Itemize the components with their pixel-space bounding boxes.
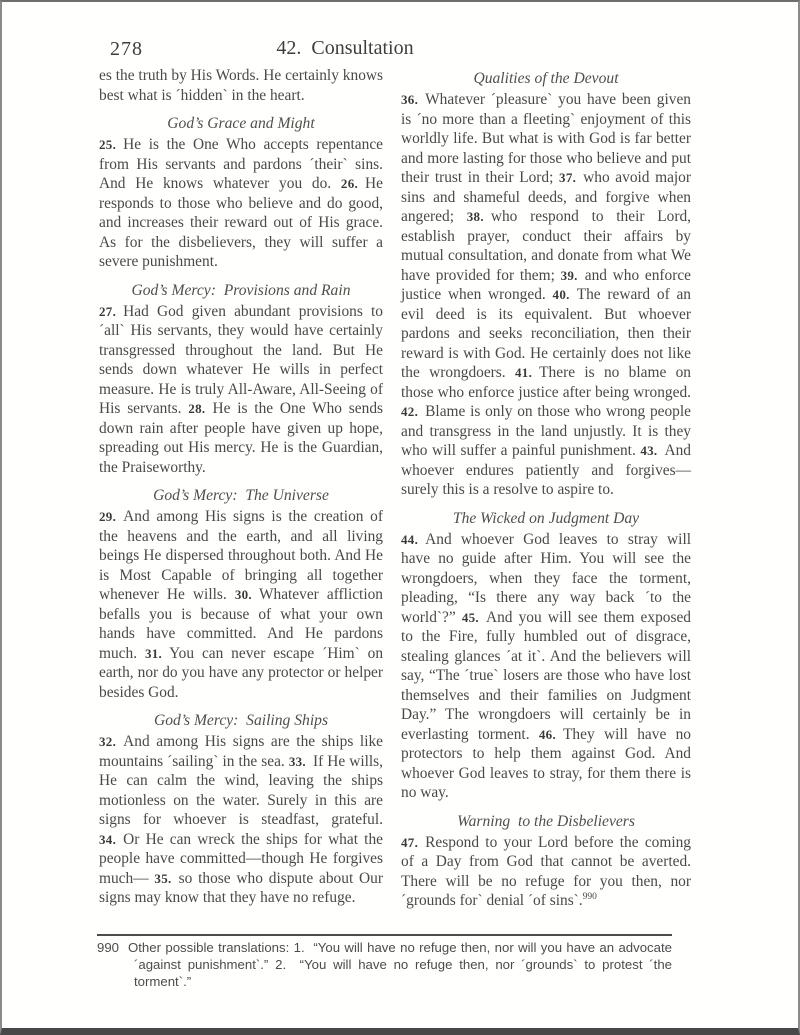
verse-number: 38. xyxy=(466,209,484,224)
verse-number: 39. xyxy=(560,267,578,283)
verse-number: 46. xyxy=(538,726,557,742)
verse-paragraph: es the truth by His Words. He certainly knows best what is ´hidden` in the heart. xyxy=(99,67,383,104)
verse-number: 32. xyxy=(99,734,117,749)
verse-paragraph: 27. Had God given abundant provisions to ´all` His servants, they would have certainly transgressed throughout the land. But He sends down whatever He wills in perfect measure. He is truly All-Aware, All-Seeing of His servants. 28. He is the One Who sends down rain after people have given up hope, spreading out His mercy. He is the Guardian, the Praiseworthy. xyxy=(99,302,384,476)
verse-paragraph: 32. And among His signs are the ships like mountains ´sailing` in the sea. 33. If He wills, He can calm the wind, leaving the ships motionless on the water. Surely in this are signs for whoever is steadfast, grateful. 34. Or He can wreck the ships for what the people have committed—though He forgives much— 35. so those who dispute about Our signs may know that they have no refuge. xyxy=(99,733,383,906)
footnote-reference: 990 xyxy=(582,891,597,902)
right-column xyxy=(401,66,691,911)
verse-number: 27. xyxy=(99,303,117,319)
verse-number: 26. xyxy=(340,176,359,191)
footnote-text: Other possible translations: 1. “You will have no refuge then, nor will you have an advocate ´against punishment`.” 2. “You will have no refuge then, nor ´grounds` to protest ´the torment`.” xyxy=(128,940,672,989)
left-column xyxy=(99,66,383,911)
verse-number: 25. xyxy=(99,137,117,152)
verse-number: 37. xyxy=(559,170,577,185)
verse-number: 34. xyxy=(99,831,117,847)
verse-number: 43. xyxy=(640,443,658,458)
section-heading: Warning to the Disbelievers xyxy=(457,812,635,830)
chapter-title: 42. Consultation xyxy=(276,37,414,59)
verse-number: 36. xyxy=(401,92,419,107)
footnote-body xyxy=(97,939,672,990)
verse-number: 28. xyxy=(188,401,206,416)
verse-number: 35. xyxy=(154,870,172,886)
verse-number: 41. xyxy=(514,365,533,380)
section-heading: God’s Mercy: Sailing Ships xyxy=(153,712,329,729)
footnote-number: 990 xyxy=(97,940,120,955)
footnote xyxy=(97,934,672,990)
section-heading: God’s Mercy: The Universe xyxy=(153,487,329,504)
verse-number: 29. xyxy=(99,509,117,524)
verse-paragraph: 29. And among His signs is the creation of the heavens and the earth, and all living beings He dispersed throughout both. And He is Most Capable of bringing all together whenever He wills. 30. Whatever affliction befalls you is because of what your own hands have committed. And He pardons much. 31. You can never escape ´Him` on earth, nor do you have any protector or helper besides God. xyxy=(99,508,384,701)
verse-number: 31. xyxy=(144,645,163,661)
verse-number: 44. xyxy=(401,531,419,547)
section-heading: Qualities of the Devout xyxy=(473,70,619,87)
verse-number: 45. xyxy=(461,609,479,625)
verse-number: 30. xyxy=(234,587,252,602)
verse-number: 42. xyxy=(401,404,419,419)
verse-number: 40. xyxy=(552,287,570,302)
text-columns xyxy=(99,66,691,911)
verse-number: 33. xyxy=(288,753,306,769)
page-number: 278 xyxy=(110,38,143,60)
verse-paragraph: 47. Respond to your Lord before the coming of a Day from God that cannot be averted. There will be no refuge for you then, nor ´grounds for` denial ´of sins`.$^{990}$ xyxy=(401,833,691,909)
section-heading: God’s Mercy: Provisions and Rain xyxy=(131,281,351,299)
verse-number: 47. xyxy=(401,834,419,850)
verse-paragraph: 44. And whoever God leaves to stray will have no guide after Him. You will see the wrongdoers, when they face the torment, pleading, “Is there any way back ´to the world`?” 45. And you will see them exposed to the Fire, fully humbled out of disgrace, stealing glances ´at it`. And the believers will say, “The ´true` losers are those who have lost themselves and their families on Judgment Day.” The wrongdoers will certainly be in everlasting torment. 46. They will have no protectors to help them against God. And whoever God leaves to stray, for them there is no way. xyxy=(401,530,691,801)
section-heading: The Wicked on Judgment Day xyxy=(452,509,640,527)
verse-paragraph: 25. He is the One Who accepts repentance from His servants and pardons ´their` sins. And He knows whatever you do. 26. He responds to those who believe and do good, and increases their reward out of His grace. As for the disbelievers, they will suffer a severe punishment. xyxy=(99,136,383,270)
verse-paragraph: 36. Whatever ´pleasure` you have been given is ´no more than a fleeting` enjoyment of this worldly life. But what is with God is far better and more lasting for those who believe and put their trust in their Lord; 37. who avoid major sins and shameful deeds, and forgive when angered; 38. who respond to their Lord, establish prayer, conduct their affairs by mutual consultation, and donate from what We have provided for them; 39. and who enforce justice when wronged. 40. The reward of an evil deed is its equivalent. But whoever pardons and seeks reconciliation, then their reward is with God. He certainly does not like the wrongdoers. 41. There is no blame on those who enforce justice after being wronged. 42. Blame is only on those who wrong people and transgress in the land unjustly. It is they who will suffer a painful punishment. 43. And whoever endures patiently and forgives—surely this is a resolve to aspire to. xyxy=(401,91,691,498)
section-heading: God’s Grace and Might xyxy=(167,115,315,132)
